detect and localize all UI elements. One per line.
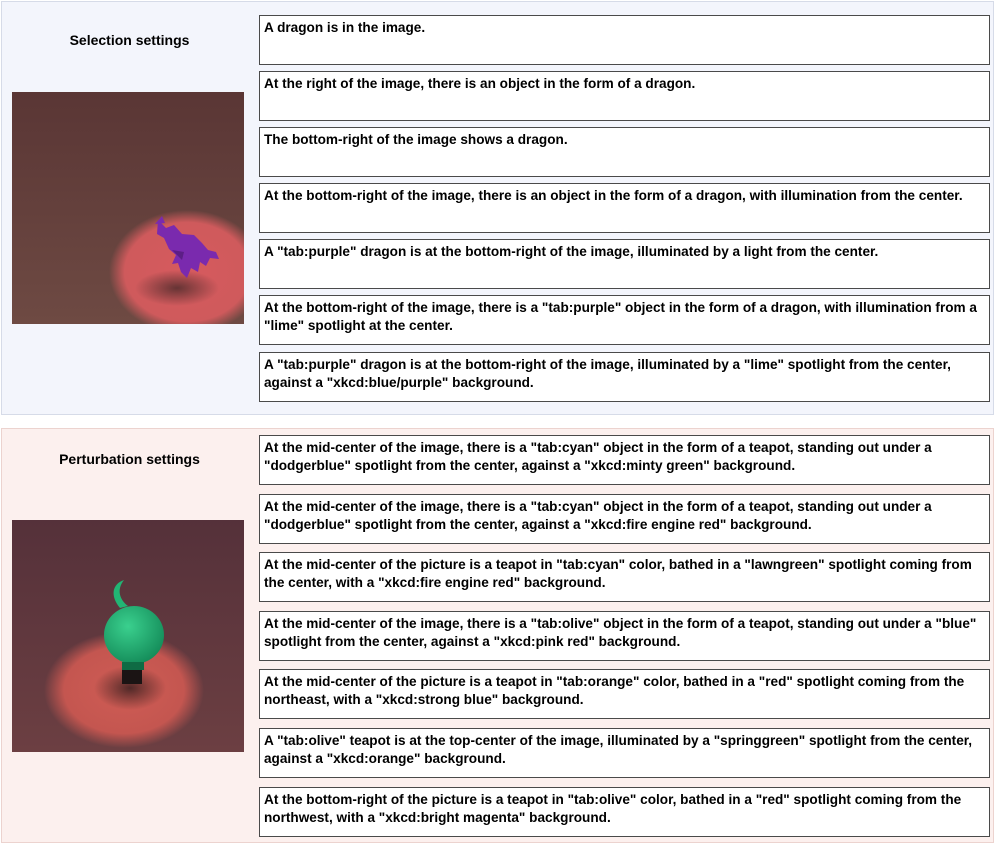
perturbation-settings-title: Perturbation settings: [59, 451, 200, 467]
selection-caption-list: [259, 15, 990, 408]
teapot-render-image: [12, 520, 244, 752]
selection-settings-title: Selection settings: [69, 32, 190, 48]
perturbation-settings-panel: [1, 428, 994, 843]
caption-box: At the bottom-right of the image, there is a "tab:purple" object in the form of a dragon, with illumination from a "lime" spotlight at the center.: [259, 295, 990, 345]
caption-box: At the mid-center of the picture is a teapot in "tab:orange" color, bathed in a "red" spotlight coming from the northeast, with a "xkcd:strong blue" background.: [259, 669, 990, 719]
caption-box: At the bottom-right of the picture is a teapot in "tab:olive" color, bathed in a "red" spotlight coming from the northwest, with a "xkcd:bright magenta" background.: [259, 787, 990, 837]
caption-box: At the mid-center of the image, there is a "tab:cyan" object in the form of a teapot, standing out under a "dodgerblue" spotlight from the center, against a "xkcd:minty green" background.: [259, 435, 990, 485]
caption-box: At the mid-center of the picture is a teapot in "tab:cyan" color, bathed in a "lawngreen" spotlight coming from the center, with a "xkcd:fire engine red" background.: [259, 552, 990, 602]
caption-box: A "tab:purple" dragon is at the bottom-right of the image, illuminated by a light from the center.: [259, 239, 990, 289]
dragon-render-image: [12, 92, 244, 324]
caption-box: A "tab:olive" teapot is at the top-center of the image, illuminated by a "springgreen" spotlight from the center, against a "xkcd:orange" background.: [259, 728, 990, 778]
caption-box: At the bottom-right of the image, there is an object in the form of a dragon, with illumination from the center.: [259, 183, 990, 233]
caption-box: A "tab:purple" dragon is at the bottom-right of the image, illuminated by a "lime" spotlight from the center, against a "xkcd:blue/purple" background.: [259, 352, 990, 402]
caption-box: At the mid-center of the image, there is a "tab:olive" object in the form of a teapot, standing out under a "blue" spotlight from the center, against a "xkcd:pink red" background.: [259, 611, 990, 661]
caption-box: A dragon is in the image.: [259, 15, 990, 65]
caption-box: At the mid-center of the image, there is a "tab:cyan" object in the form of a teapot, standing out under a "dodgerblue" spotlight from the center, against a "xkcd:fire engine red" background.: [259, 494, 990, 544]
selection-settings-panel: [1, 1, 994, 415]
caption-box: The bottom-right of the image shows a dragon.: [259, 127, 990, 177]
perturbation-caption-list: [259, 435, 990, 845]
caption-box: At the right of the image, there is an object in the form of a dragon.: [259, 71, 990, 121]
